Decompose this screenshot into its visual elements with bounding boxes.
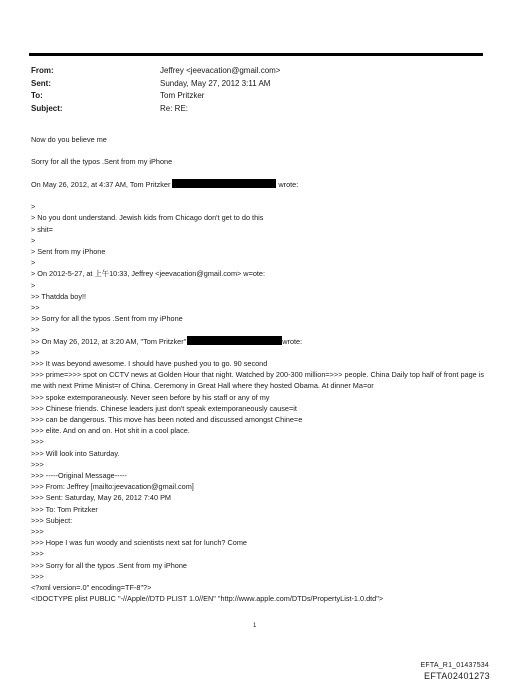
body-line: >> Sorry for all the typos .Sent from my iPhone — [31, 314, 183, 324]
blank-line — [31, 190, 486, 201]
page-number: 1 — [253, 623, 257, 629]
body-line: >>> It was beyond awesome. I should have pushed you to go. 90 second — [31, 359, 268, 369]
from-label: From: — [31, 66, 54, 75]
body-line: >>> To: Tom Pritzker — [31, 504, 98, 514]
subject-row — [31, 103, 280, 116]
body-line: >> — [31, 303, 40, 312]
body-line: >>> can be dangerous. This move has been noted and discussed amongst Chine=e — [31, 415, 303, 425]
email-body — [31, 134, 486, 604]
sent-value: Sunday, May 27, 2012 3:11 AM — [160, 78, 271, 88]
to-value: Tom Pritzker — [160, 91, 205, 100]
to-label: To: — [31, 91, 43, 100]
body-line: >>> — [31, 527, 44, 537]
body-line: >>> Hope I was fun woody and scientists next sat for lunch? Come — [31, 538, 247, 548]
body-line — [31, 336, 486, 347]
body-line: > — [31, 280, 36, 290]
bates-number-large: EFTA02401273 — [424, 671, 490, 681]
sent-label: Sent: — [31, 78, 51, 88]
email-header — [31, 65, 280, 115]
body-line: > No you dont understand. Jewish kids from Chicago don't get to do this — [31, 213, 264, 223]
body-line: >>> — [31, 437, 44, 447]
subject-label: Subject: — [31, 103, 63, 113]
body-line: >>> Subject: — [31, 515, 73, 525]
body-line: >>> Sent: Saturday, May 26, 2012 7:40 PM — [31, 493, 172, 503]
body-line: > shit= — [31, 224, 53, 234]
to-row — [31, 90, 280, 103]
body-line: >> — [31, 325, 40, 335]
body-line: <!DOCTYPE plist PUBLIC "-//Apple//DTD PLIST 1.0//EN" "http://www.apple.com/DTDs/PropertyList-1.0.dtd"> — [31, 594, 384, 604]
body-line: Sorry for all the typos .Sent from my iPhone — [31, 157, 173, 167]
body-line: >>> elite. And on and on. Hot shit in a cool place. — [31, 426, 190, 436]
quote-intro-text: On May 26, 2012, at 4:37 AM, Tom Pritzker — [31, 179, 171, 189]
body-line: >>> — [31, 459, 44, 469]
bates-number-small: EFTA_R1_01437534 — [420, 662, 489, 669]
subject-value: Re: RE: — [160, 103, 189, 113]
wrote-text: wrote: — [282, 336, 303, 346]
body-line: >>> — [31, 549, 44, 559]
body-line: >>> From: Jeffrey [mailto:jeevacation@gmail.com] — [31, 482, 194, 492]
body-line: >>> Sorry for all the typos .Sent from my iPhone — [31, 560, 187, 570]
header-rule — [29, 53, 483, 56]
blank-line — [31, 145, 486, 156]
body-line: >>> spoke extemporaneously. Never seen before by his staff or any of my — [31, 392, 270, 402]
body-line: >> — [31, 347, 40, 357]
body-line: >>> prime=>>> spot on CCTV news at Golden Hour that night. Watched by 200-300 million=>>> people. China Daily top half of front page is me with next Prime Minist=r of China. Ceremony in Great Hall where they hosted Obama. At dinner Ma=or — [31, 370, 485, 391]
body-line: >>> -----Original Message----- — [31, 471, 127, 481]
redaction-box — [187, 336, 282, 345]
redaction-box — [172, 179, 276, 188]
body-line: >> Thatdda boy!! — [31, 291, 87, 301]
body-line: >>> Will look into Saturday. — [31, 448, 120, 458]
body-line: > — [31, 235, 36, 245]
body-line: >>> Chinese friends. Chinese leaders just don't speak extemporaneously cause=it — [31, 403, 297, 413]
blank-line — [31, 168, 486, 179]
body-line — [31, 179, 486, 190]
body-line: >>> — [31, 571, 44, 581]
body-line: > — [31, 258, 36, 268]
from-row — [31, 65, 280, 78]
body-line: Now do you believe me — [31, 135, 107, 144]
body-line: > Sent from my iPhone — [31, 246, 106, 256]
sent-row — [31, 78, 280, 91]
quote-intro-text: >> On May 26, 2012, at 3:20 AM, "Tom Pritzker" — [31, 336, 187, 346]
body-line: > On 2012-5-27, at 上午10:33, Jeffrey <jeevacation@gmail.com> w=ote: — [31, 269, 266, 279]
body-line: > — [31, 202, 36, 212]
body-line: <?xml version=.0" encoding=TF-8"?> — [31, 583, 152, 593]
wrote-text: wrote: — [278, 179, 299, 189]
from-value: Jeffrey <jeevacation@gmail.com> — [160, 66, 281, 75]
